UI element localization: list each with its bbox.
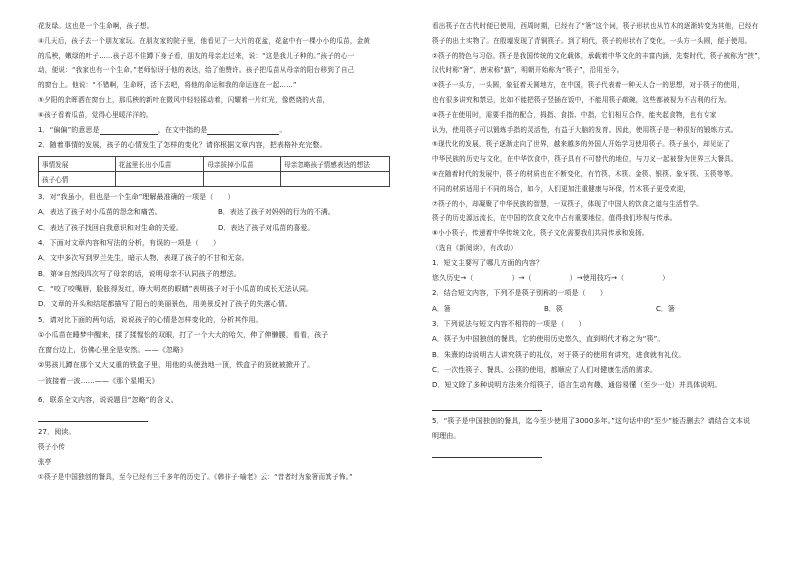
passage-line: ⑤夕阳的余晖洒在窗台上，那瓜秧的新叶在微风中轻轻摇动着，闪耀着一片红光，像燃烧的火苗， [38, 95, 330, 104]
passage-line: 的瓜秧，嫩绿的叶子……孩子忍不住蹲下身子看，朋友的母亲走过来，说：“这是我儿子种的。”孩子的心一 [38, 51, 355, 60]
quote-line: 在窗台边上，仿佛心里全是安然。——《忽略》 [38, 346, 188, 355]
question-2: 2．随着事情的发展，孩子的心情发生了怎样的变化？请你根据文章内容，把表格补充完整。 [38, 140, 327, 149]
question-5-continued: 明理由。 [432, 432, 461, 441]
article-line: 筷子的历史源远流长，在中国的饮食文化中占有重要地位，值得我们珍视与传承。 [432, 214, 677, 223]
article-line: ⑤现代化的发展，筷子逐渐走向了世界，越来越多的外国人开始学习使用筷子。筷子虽小，却见证了 [432, 140, 731, 149]
article-line: ③筷子一头方，一头圆，象征着天圆地方，在中国，筷子代表着一种天人合一的思想，对于筷子的使用， [432, 81, 744, 90]
answer-line[interactable] [38, 415, 148, 422]
answer-blank[interactable] [100, 127, 158, 135]
option-c[interactable]: C．表达了孩子找回自我意识和对生命的关爱。 [38, 223, 183, 232]
left-column [38, 22, 390, 488]
article-line: ⑧小小筷子，传递着中华传统文化，筷子文化需要我们共同传承和发扬。 [432, 229, 649, 238]
passage-line: ⑥孩子看着瓜苗，觉得心里暖洋洋的。 [38, 110, 153, 119]
option-d[interactable]: D．文章的开头和结尾都描写了阳台的美丽景色，用美景反衬了孩子的失落心情。 [38, 300, 292, 309]
article-line: 看出筷子在古代时便已使用，西周时期，已经有了“箸”这个词，筷子形状也从竹木的逐渐转变为其他，已经有 [432, 22, 759, 30]
options-row [432, 305, 766, 314]
question-5: 5．“筷子是中国独创的餐具，迄今至少使用了3000多年。”这句话中的“至少”能否删去？请结合文本说 [432, 417, 751, 426]
quote-line: ①小瓜苗在睡梦中醒来，揉了揉惺忪的双眼，打了一个大大的哈欠，伸了伸懒腰，看看，孩子 [38, 330, 329, 339]
passage-paragraphs [38, 22, 390, 119]
answer-blank[interactable] [207, 127, 279, 135]
question-6: 6．联系全文内容，说说题目“忽略”的含义。 [38, 396, 178, 405]
article-line: ⑦筷子的小，却凝聚了中华民族的智慧，一双筷子，体现了中国人的饮食之道与生活哲学。 [432, 199, 704, 208]
table-row [39, 172, 390, 187]
question-5: 5．请对比下面的两句话，说说孩子的心情是怎样变化的，分析其作用。 [38, 315, 263, 324]
question-27: 27．阅读。 [38, 428, 76, 437]
option-d[interactable]: D．表达了孩子对瓜苗的喜爱。 [218, 223, 315, 232]
options-row [38, 208, 390, 217]
passage-line: ④几天后，孩子去一个朋友家玩。在朋友家的院子里，他看见了一大片的花盆，花盆中有一棵小小的瓜苗，金黄 [38, 36, 371, 45]
table-header-row [39, 157, 390, 172]
table-header: 母亲忽略孩子情感表达的想法 [281, 157, 390, 172]
answer-line[interactable] [432, 404, 542, 411]
passage-line: 的窗台上。他说：“不错啊，生命呀，活下去吧，将他的命运和我的命运连在一起……” [38, 81, 297, 90]
option-b[interactable]: B．表达了孩子对妈妈的行为的不满。 [218, 208, 335, 217]
table-answer-cell[interactable] [115, 172, 204, 187]
article-paragraph: ①筷子是中国独创的餐具，至今已经有三千多年的历史了。《韩非子·喻老》云：“昔者纣为象箸而箕子怖。” [38, 472, 353, 481]
article-source: （选自《新阅读》，有改动） [432, 243, 518, 252]
quote-line: 一波接着一波……——《那个星期天》 [38, 376, 159, 385]
article-paragraphs [432, 22, 766, 252]
table-answer-cell[interactable] [204, 172, 281, 187]
article-line: 不同的材质适用于不同的场合，如今，人们更加注重健康与环保，竹木筷子更受欢迎， [432, 184, 691, 193]
option-c[interactable]: C．箸 [656, 304, 675, 313]
mood-table [38, 156, 390, 187]
table-header: 事情发展 [39, 157, 116, 172]
option-b[interactable]: B．第③自然段四次写了母亲的话，说明母亲不认同孩子的想法。 [38, 269, 241, 278]
option-a[interactable]: A．筷子为中国独创的餐具，它的使用历史悠久，直到明代才称之为“筷”。 [432, 335, 665, 344]
table-row-label: 孩子心情 [39, 172, 116, 187]
option-a[interactable]: A．箸 [432, 304, 451, 313]
option-a[interactable]: A．文中多次写到罗兰先生，暗示人物，表现了孩子的不甘和无奈。 [38, 254, 249, 263]
quote-line: ②男孩儿蹲在那个又大又重的铁盒子里，用他的头使劲地一顶，铁盒子的顶就被掀开了。 [38, 361, 315, 370]
article-author: 张亭 [38, 458, 52, 467]
passage-line: 花发绿。这也是一个生命啊，孩子想。 [38, 22, 154, 30]
right-column [432, 22, 766, 464]
option-c[interactable]: C．一次性筷子、餐具、公筷的使用，都顺应了人们对健康生活的需求。 [432, 365, 658, 374]
article-title: 筷子小传 [38, 443, 66, 452]
question-1: 1．“偏偏”的意思是 ，在文中指的是 。 [38, 125, 287, 134]
article-line: ④筷子在使用时，需要手指的配合，拇指、食指、中指，它们相互合作，能夹起食物，也有专家 [432, 110, 717, 119]
question-3: 3．下列说法与短文内容不相符的一项是（ ） [432, 319, 586, 328]
option-c[interactable]: C．“咬了咬嘴唇，脸胀得发红，睁大明亮的眼睛”表明孩子对于小瓜苗的成长无法认同。 [38, 284, 314, 293]
option-b[interactable]: B．筷 [544, 304, 563, 313]
article-line: 也有很多讲究和禁忌，比如不能把筷子竖插在饭中，不能用筷子敲碗，这些都被视为不吉利的行为。 [432, 95, 731, 104]
option-d[interactable]: D．短文除了多种说明方法来介绍筷子，语言生动有趣，通俗易懂（至少一处）并具体说明。 [432, 381, 722, 390]
outline-blanks: 您久历史→（ ）→（ ）→使用技巧→（ ） [432, 274, 670, 283]
option-b[interactable]: B．朱熹的诗说明古人讲究筷子的礼仪，对于筷子的使用有讲究，进食就有礼仪。 [432, 350, 686, 359]
table-answer-cell[interactable] [281, 172, 390, 187]
question-2: 2．结合短文内容，下列不是筷子别称的一项是（ ） [432, 289, 607, 298]
passage-line: 动，便说：“我家也有一个生命。”老师惊讶于他的表达，给了他赞许。孩子把瓜苗从母亲的阳台移到了自己 [38, 66, 355, 75]
article-line: ⑥在随着时代的发展中，筷子的材质也在不断变化，有竹筷、木筷、金筷、银筷、象牙筷、玉筷等等。 [432, 169, 738, 178]
article-line: ②筷子的特色与习俗。筷子是我国传统的文化载体，承载着中华文化的丰富内涵，先秦时代，筷子被称为“挟”， [432, 51, 765, 60]
article-line: 汉代时称“箸”，唐宋称“筯”，明朝开始称为“筷子”，沿用至今。 [432, 66, 624, 75]
options-row [38, 224, 390, 233]
option-a[interactable]: A．表达了孩子对小瓜苗的怨念和痛苦。 [38, 208, 162, 217]
answer-line[interactable] [432, 451, 542, 458]
article-line: 筷子的出土实物了。在殷墟发现了青铜筷子。到了明代，筷子的形状有了变化，一头方一头圆，便于使用。 [432, 36, 752, 45]
article-line: 认为，使用筷子可以锻炼手指的灵活性，有益于大脑的发育。因此，使用筷子是一种很好的锻炼方式。 [432, 125, 738, 134]
question-3: 3．对“我虽小，但也是一个生命”理解最准确的一项是（ ） [38, 193, 235, 202]
table-header: 花盆里长出小瓜苗 [115, 157, 204, 172]
question-4: 4．下面对文章内容和写法的分析，有误的一项是（ ） [38, 239, 221, 248]
question-1: 1．短文主要写了哪几方面的内容？ [432, 258, 544, 267]
table-header: 母亲拔掉小瓜苗 [204, 157, 281, 172]
article-line: 中华民族的历史与文化，在中华饮食中，筷子具有不可替代的地位，与刀叉一起被誉为世界三大餐具。 [432, 155, 738, 164]
